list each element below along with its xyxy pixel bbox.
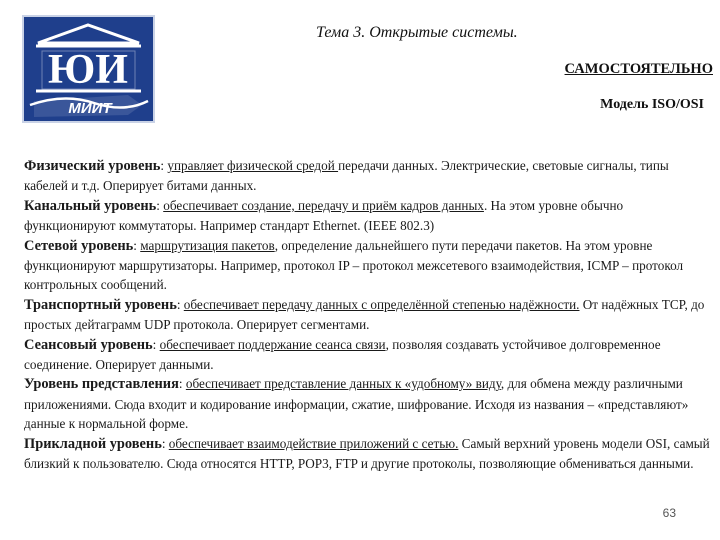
layer-description: , для обмена между различными приложениями. Сюда входит и кодирование информации, сжатие, шифрование. Исходя из названия – «представляют» данные к нормальной форме. [24,376,689,432]
osi-layers-list [24,156,714,474]
layer-definition: маршрутизация пакетов [140,237,275,253]
layer-definition: обеспечивает представление данных к «удобному» виду [185,376,501,392]
slide-subtitle: САМОСТОЯТЕЛЬНО [564,61,713,77]
logo-letters: ЮИ [48,47,128,93]
layer-definition: обеспечивает поддержание сеанса связи [159,336,386,352]
layer-definition: обеспечивает создание, передачу и приём кадров данных [163,197,484,213]
layer-name: Уровень представления [24,376,179,393]
slide-topic: Тема 3. Открытые системы. [316,24,518,41]
layer-network [24,236,714,295]
layer-sep: : [160,158,168,173]
layer-description: . На этом уровне обычно функционируют коммутаторы. Например стандарт Ethernet. (IEEE 802.3) [24,197,624,234]
logo-emblem-icon [24,17,153,121]
slide-model-title: Модель ISO/OSI [600,97,704,112]
layer-description: передачи данных. Электрические, световые сигналы, типы кабелей и т.д. Оперирует битами данных. [24,158,669,194]
logo-wordmark: МИИТ [68,100,112,117]
layer-sep: : [178,376,186,392]
layer-description: , позволяя создавать устойчивое долговременное соединение. Оперирует данными. [24,336,661,373]
layer-name: Транспортный уровень [24,296,177,313]
layer-application [24,434,714,474]
layer-datalink [24,196,714,236]
layer-physical [24,156,714,196]
layer-sep: : [176,296,184,312]
layer-transport [24,295,714,335]
layer-name: Сетевой уровень [24,237,134,254]
layer-definition: обеспечивает взаимодействие приложений с сетью. [168,435,459,451]
layer-definition: управляет физической средой [167,158,339,173]
layer-name: Сеансовый уровень [24,336,153,353]
layer-description: От надёжных TCP, до простых дейтаграмм UDP протокола. Оперирует сегментами. [24,296,705,333]
layer-description: Самый верхний уровень модели OSI, самый близкий к пользователю. Сюда относятся HTTP, POP3, FTP и другие протоколы, позволяющие обмениваться данными. [24,435,710,472]
layer-sep: : [161,435,169,451]
layer-sep: : [156,197,164,213]
page-number: 63 [662,506,676,520]
layer-sep: : [133,237,141,253]
layer-description: , определение дальнейшего пути передачи пакетов. На этом уровне функционируют маршрутизаторы. Например, протокол IP – протокол межсетевого взаимодействия, ICMP – протокол контрольных сообщений. [24,237,684,293]
layer-name: Прикладной уровень [24,435,162,452]
layer-name: Физический уровень [24,158,161,174]
layer-presentation [24,374,714,433]
layer-session [24,335,714,375]
layer-name: Канальный уровень [24,197,157,214]
layer-definition: обеспечивает передачу данных с определённой степенью надёжности. [183,296,580,312]
university-logo [22,15,155,123]
layer-sep: : [152,336,160,352]
